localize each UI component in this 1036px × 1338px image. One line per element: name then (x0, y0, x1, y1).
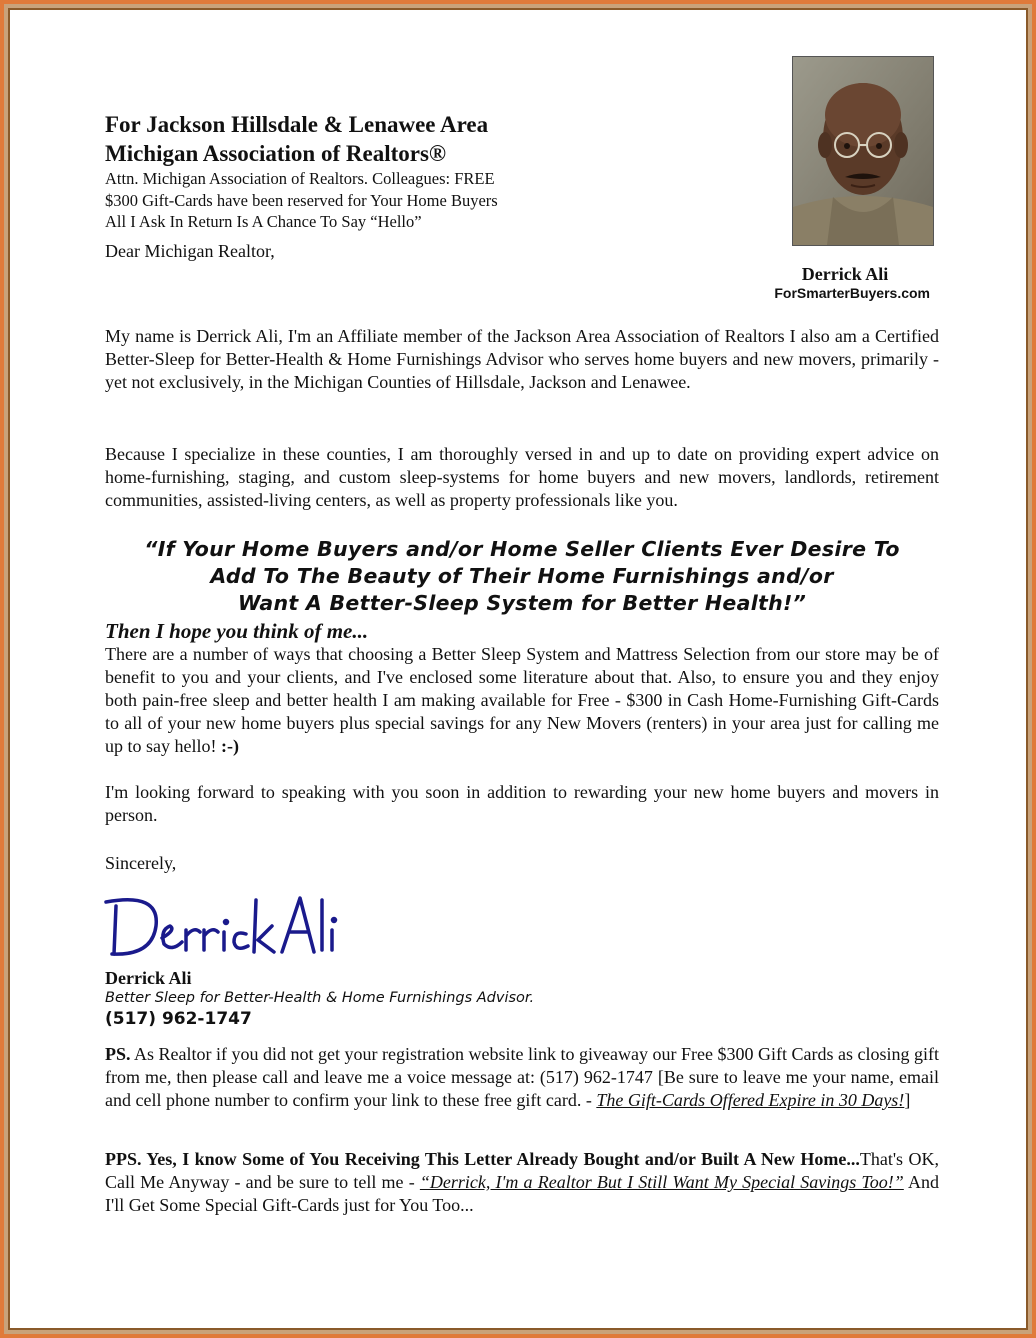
ps-expiry-link: The Gift-Cards Offered Expire in 30 Days! (596, 1090, 905, 1110)
pps-end: And I'll Get Some Special Gift-Cards just for You Too... (105, 1172, 939, 1215)
smiley: :-) (220, 736, 239, 756)
ps-end: ] (904, 1090, 911, 1110)
letter-page (8, 8, 1028, 1330)
quote-line-2: Add To The Beauty of Their Home Furnishings and/or (210, 564, 834, 588)
closing-title: Better Sleep for Better-Health & Home Furnishings Advisor. (105, 990, 535, 1006)
handwritten-signature (100, 886, 350, 966)
portrait-image (793, 57, 933, 245)
photo-caption-name: Derrick Ali (801, 264, 889, 284)
ps-label: PS. (105, 1044, 131, 1064)
subheading-line-1: Attn. Michigan Association of Realtors. Colleagues: FREE (105, 169, 495, 188)
quote-line-3: Want A Better-Sleep System for Better Health!” (237, 591, 807, 615)
photo-caption-website: ForSmarterBuyers.com (774, 285, 930, 301)
pps-quote: “Derrick, I'm a Realtor But I Still Want My Special Savings Too!” (419, 1172, 904, 1192)
closing-name: Derrick Ali (105, 968, 192, 988)
heading-line-1: For Jackson Hillsdale & Lenawee Area (105, 112, 489, 137)
signature-image (100, 886, 350, 966)
postscript (105, 1043, 939, 1112)
letter-subheading (105, 168, 565, 233)
author-photo (792, 56, 934, 246)
ps-text: As Realtor if you did not get your registration website link to giveaway our Free $300 Gift Cards as closing gift from me, then please call and leave me a voice message at: (517) 962-1747 [Be sure to leave me your name, email and cell phone number to confirm your link to these free gift card. - (105, 1044, 939, 1110)
paragraph-intro: My name is Derrick Ali, I'm an Affiliate member of the Jackson Area Association of Realtors I also am a Certified Better-Sleep for Better-Health & Home Furnishings Advisor who serves home buyers and new movers, primarily - yet not exclusively, in the Michigan Counties of Hillsdale, Jackson and Lenawee. (105, 326, 939, 392)
pps-text: That's OK, Call Me Anyway - and be sure to tell me - (105, 1149, 939, 1192)
subheading-line-3: All I Ask In Return Is A Chance To Say “Hello” (105, 212, 422, 231)
paragraph-closing: I'm looking forward to speaking with you soon in addition to rewarding your new home buyers and movers in person. (105, 782, 939, 825)
letter-heading (105, 110, 665, 168)
closing-phone: (517) 962-1747 (105, 1009, 252, 1029)
sincerely: Sincerely, (105, 853, 177, 873)
pps-label: PPS. Yes, I know Some of You Receiving This Letter Already Bought and/or Built A New Home... (105, 1149, 860, 1169)
paragraph-specialize: Because I specialize in these counties, I am thoroughly versed in and up to date on providing expert advice on home-furnishing, staging, and custom sleep-systems for home buyers and new movers, landlords, retirement communities, assisted-living centers, as well as property professionals like you. (105, 444, 939, 510)
salutation: Dear Michigan Realtor, (105, 241, 275, 261)
post-postscript (105, 1148, 939, 1217)
heading-line-2: Michigan Association of Realtors® (105, 141, 447, 166)
subheading-line-2: $300 Gift-Cards have been reserved for Your Home Buyers (105, 190, 498, 210)
then-heading: Then I hope you think of me... (105, 619, 369, 643)
pull-quote (105, 536, 939, 617)
offer-text: There are a number of ways that choosing a Better Sleep System and Mattress Selection from our store may be of benefit to you and your clients, and I've enclosed some literature about that. Also, to ensure you and they enjoy both pain-free sleep and better health I am making available for Free - $300 in Cash Home-Furnishing Gift-Cards to all of your new home buyers plus special savings for any New Movers (renters) in your area just for calling me up to say hello! (105, 644, 939, 756)
quote-line-1: “If Your Home Buyers and/or Home Seller Clients Ever Desire To (144, 537, 900, 561)
paragraph-offer (105, 643, 939, 758)
